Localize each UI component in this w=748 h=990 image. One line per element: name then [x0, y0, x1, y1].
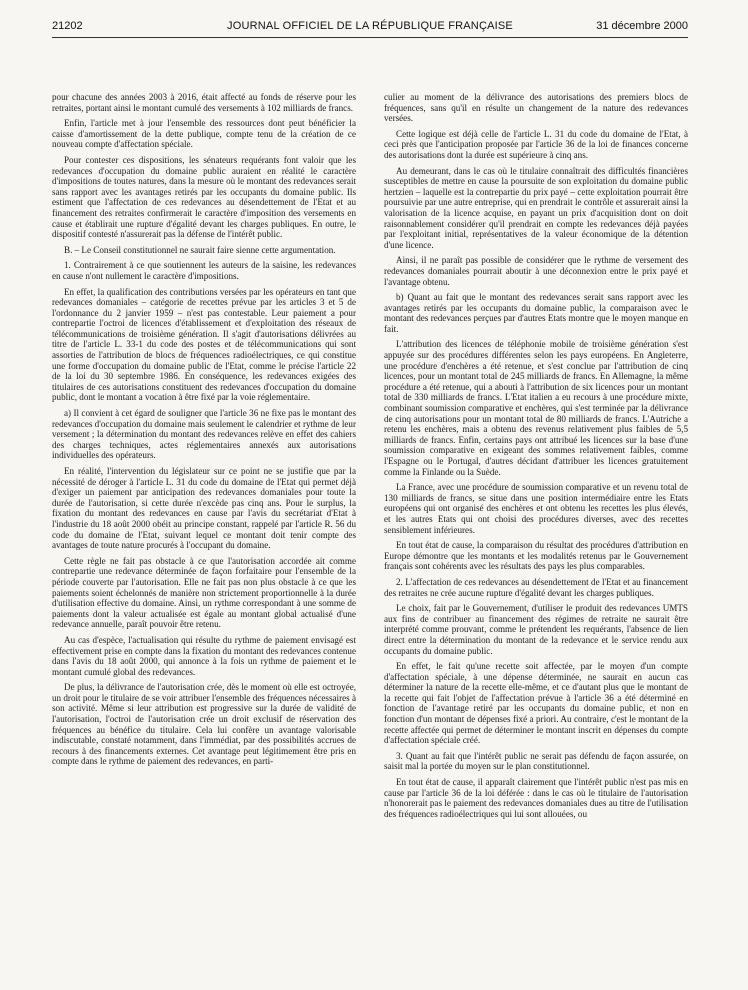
page-header [52, 18, 688, 36]
paragraph: culier au moment de la délivrance des autorisations des premiers blocs de fréquences, sans qu'il en résulte un changement de la nature des redevances versées. [384, 92, 688, 124]
paragraph: Cette logique est déjà celle de l'article L. 31 du code du domaine de l'Etat, à ceci près que l'anticipation proposée par l'article 36 de la loi de finances concerne des autorisations dont la durée est supérieure à cinq ans. [384, 128, 688, 160]
paragraph: Enfin, l'article met à jour l'ensemble des ressources dont peut bénéficier la caisse d'amortissement de la dette publique, compte tenu de la création de ce nouveau compte d'affectation spéciale. [52, 118, 356, 150]
paragraph: En effet, la qualification des contributions versées par les opérateurs en tant que redevances domaniales – catégorie de recettes prévue par les articles 3 et 5 de l'ordonnance du 2 janvier 1959 – n'est pas contestable. Leur paiement a pour contrepartie l'octroi de licences d'établissement et d'exploitation des réseaux de télécommunications de troisième génération. Il s'agit d'autorisations délivrées au titre de l'article L. 33-1 du code des postes et de télécommunications qui sont assorties de l'attribution de blocs de fréquences radioélectriques, ce qui constitue une forme d'occupation du domaine public de l'Etat, comme le précise l'article 22 de la loi du 30 septembre 1986. En conséquence, les redevances exigées des titulaires de ces autorisations constituent des redevances d'occupation du domaine public, dont le montant a vocation à être fixé par la voie réglementaire. [52, 286, 356, 403]
paragraph: En tout état de cause, la comparaison du résultat des procédures d'attribution en Europe démontre que les montants et les modalités retenus par le Gouvernement français sont cohérents avec les résultats des pays les plus comparables. [384, 540, 688, 572]
paragraph: Le choix, fait par le Gouvernement, d'utiliser le produit des redevances UMTS aux fins de contribuer au financement des régimes de retraite ne saurait être interprété comme prouvant, comme le prétendent les requérants, l'absence de lien direct entre la détermination du montant de la redevance et le service rendu aux occupants du domaine public. [384, 603, 688, 656]
paragraph: Au cas d'espèce, l'actualisation qui résulte du rythme de paiement envisagé est effectivement prise en compte dans la fixation du montant des redevances contenue dans l'avis du 18 août 2000, qui annonce à la fois un rythme de paiement et le montant cumulé global des redevances. [52, 634, 356, 677]
paragraph: En réalité, l'intervention du législateur sur ce point ne se justifie que par la nécessité de déroger à l'article L. 31 du code du domaine de l'Etat qui permet déjà d'exiger un paiement par anticipation des redevances domaniales pour toute la durée de l'autorisation, si cette durée n'excède pas cinq ans. Pour le surplus, la fixation du montant des redevances en cause par l'avis du secrétariat d'Etat à l'industrie du 18 août 2000 obéit au principe constant, rappelé par l'article R. 56 du code du domaine de l'Etat, suivant lequel ce montant doit tenir compte des avantages de toute nature procurés à l'occupant du domaine. [52, 466, 356, 551]
paragraph: a) Il convient à cet égard de souligner que l'article 36 ne fixe pas le montant des redevances d'occupation du domaine mais seulement le calendrier et rythme de leur versement ; la détermination du montant des redevances relève en effet des cahiers des charges techniques, actes réglementaires annexés aux autorisations individuelles des opérateurs. [52, 408, 356, 461]
paragraph: 1. Contrairement à ce que soutiennent les auteurs de la saisine, les redevances en cause n'ont nullement le caractère d'impositions. [52, 260, 356, 281]
paragraph: De plus, la délivrance de l'autorisation crée, dès le moment où elle est octroyée, un droit pour le titulaire de se voir attribuer l'ensemble des fréquences nécessaires à son activité. Même si leur attribution est progressive sur la durée de validité de l'autorisation, l'octroi de l'autorisation crée un droit exclusif de réservation des fréquences au bénéfice du titulaire. Cela lui confère un avantage valorisable indiscutable, constaté notamment, dans l'immédiat, par des possibilités accrues de recours à des financements externes. Cet avantage peut légitimement être pris en compte dans le rythme de paiement des redevances, en parti- [52, 682, 356, 767]
paragraph: Ainsi, il ne paraît pas possible de considérer que le rythme de versement des redevances domaniales pourrait aboutir à une déconnexion entre le prix payé et l'avantage obtenu. [384, 255, 688, 287]
left-column [52, 92, 356, 982]
paragraph: Pour contester ces dispositions, les sénateurs requérants font valoir que les redevances d'occupation du domaine public auraient en réalité le caractère d'impositions de toutes natures, dans la mesure où le montant des redevances serait sans rapport avec les avantages retirés par les occupants du domaine public. Ils estiment que l'affectation de ces redevances au désendettement de l'Etat et au financement des retraites confirmerait le caractère d'imposition des versements en cause et établirait une rupture d'égalité devant les charges publiques. En outre, le dispositif contesté n'assurerait pas la défense de l'intérêt public. [52, 154, 356, 240]
paragraph: L'attribution des licences de téléphonie mobile de troisième génération s'est appuyée sur des procédures différentes selon les pays européens. En Angleterre, une procédure d'enchères a été retenue, et s'est conclue par l'attribution de cinq licences, pour un montant total de 245 milliards de francs. En Allemagne, la même procédure a été retenue, qui a abouti à l'attribution de six licences pour un montant total de 330 milliards de francs. L'Etat italien a eu recours à une procédure mixte, combinant soumission comparative et enchères, qui s'est terminée par la délivrance de cinq autorisations pour un montant total de 80 milliards de francs. L'Autriche a retenu les enchères, mais a obtenu des revenus relativement plus faibles de 5,5 milliards de francs. Enfin, certains pays ont attribué les licences sur la base d'une soumission comparative en exigeant des sommes relativement faibles, comme l'Espagne ou le Portugal, d'autres décidant d'attribuer les licences gratuitement comme la Finlande ou la Suède. [384, 339, 688, 477]
paragraph: b) Quant au fait que le montant des redevances serait sans rapport avec les avantages retirés par les occupants du domaine public, la comparaison avec le montant des redevances perçues par d'autres Etats montre que le moyen manque en fait. [384, 292, 688, 334]
paragraph: 2. L'affectation de ces redevances au désendettement de l'Etat et au financement des retraites ne crée aucune rupture d'égalité devant les charges publiques. [384, 576, 688, 598]
journal-title: JOURNAL OFFICIEL DE LA RÉPUBLIQUE FRANÇAISE [227, 20, 513, 32]
paragraph: B. – Le Conseil constitutionnel ne saurait faire sienne cette argumentation. [64, 244, 336, 255]
paragraph: pour chacune des années 2003 à 2016, était affecté au fonds de réserve pour les retraites, portant ainsi le montant cumulé des versements à 102 milliards de francs. [52, 92, 356, 113]
publication-date: 31 décembre 2000 [596, 20, 688, 32]
header-rule [52, 37, 688, 38]
paragraph: En effet, le fait qu'une recette soit affectée, par le moyen d'un compte d'affectation spéciale, à une dépense déterminée, ne saurait en aucun cas déterminer la nature de la recette elle-même, et ce d'autant plus que le montant de la recette qui fait l'objet de l'affectation prévue à l'article 36 a été déterminé en fonction de l'avantage retiré par les occupants du domaine public, et non en fonction d'un montant de dépenses fixé a priori. Au contraire, c'est le montant de la recette affectée qui permet de déterminer le montant inscrit en dépenses du compte d'affectation spéciale créé. [384, 661, 688, 746]
page-number: 21202 [52, 20, 83, 32]
paragraph: Cette règle ne fait pas obstacle à ce que l'autorisation accordée ait comme contrepartie une redevance déterminée de façon forfaitaire pour l'ensemble de la période couverte par l'autorisation. Elle ne fait pas non plus obstacle à ce que les paiements soient échelonnés de manière non strictement proportionnelle à la durée d'utilisation effective du domaine. Ainsi, un rythme correspondant à une somme de paiements dont la valeur actualisée est égale au montant global actualisé d'une redevance annuelle, paraît pouvoir être retenu. [52, 555, 356, 630]
paragraph: La France, avec une procédure de soumission comparative et un revenu total de 130 milliards de francs, se situe dans une position intermédiaire entre les Etats européens qui ont organisé des enchères et ont obtenu les recettes les plus élevés, et les autres Etats qui ont choisi des procédures diverses, avec des recettes sensiblement inférieures. [384, 482, 688, 535]
paragraph: En tout état de cause, il apparaît clairement que l'intérêt public n'est pas mis en cause par l'article 36 de la loi déférée : dans le cas où le titulaire de l'autorisation n'honorerait pas le paiement des redevances domaniales dues au titre de l'utilisation des fréquences radioélectriques qui lui sont allouées, ou [384, 777, 688, 819]
paragraph: 3. Quant au fait que l'intérêt public ne serait pas défendu de façon assurée, on saisit mal la portée du moyen sur le plan constitutionnel. [384, 750, 688, 772]
paragraph: Au demeurant, dans le cas où le titulaire connaîtrait des difficultés financières susceptibles de mettre en cause la poursuite de son exploitation du domaine public hertzien – laquelle est la contrepartie du prix payé – cette exploitation pourrait être poursuivie par une autre entreprise, qui en prendrait le contrôle et assurerait ainsi la valorisation de la licence acquise, en payant un prix d'acquisition dont on doit raisonnablement considérer qu'il prendrait en compte les redevances déjà payées par l'exploitant initial, représentatives de la valeur économique de la détention d'une licence. [384, 165, 688, 250]
right-column [384, 92, 688, 982]
